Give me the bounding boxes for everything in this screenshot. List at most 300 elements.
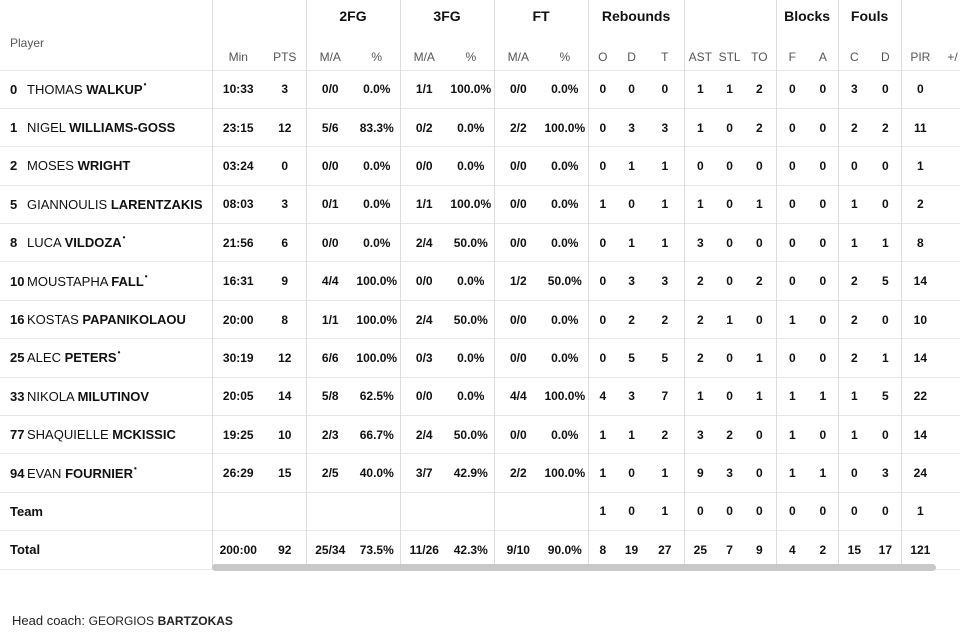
stat-ast: 9 (684, 454, 716, 492)
stat-foul-d: 2 (870, 108, 901, 146)
stat-ft-ma: 0/0 (494, 300, 542, 338)
stat-2fg-pct: 73.5% (354, 531, 400, 569)
stat-ft-pct: 0.0% (542, 224, 588, 262)
stat-stl: 1 (716, 300, 743, 338)
starter-marker: • (143, 79, 147, 89)
stat-ft-pct: 0.0% (542, 147, 588, 185)
stat-foul-c: 3 (838, 70, 870, 108)
player-last-name: WRIGHT (77, 158, 131, 174)
stat-3fg-ma: 1/1 (400, 70, 448, 108)
stat-pts: 14 (264, 377, 306, 415)
stat-2fg-ma (306, 492, 354, 530)
stat-stl: 0 (716, 147, 743, 185)
stat-blk-f: 1 (776, 300, 808, 338)
starter-marker: • (144, 271, 148, 281)
jersey-number: 2 (10, 158, 18, 174)
stat-ft-ma: 1/2 (494, 262, 542, 300)
stat-2fg-pct (354, 492, 400, 530)
stat-blk-a: 0 (808, 416, 838, 454)
col-ast[interactable]: AST (684, 26, 716, 70)
stat-3fg-pct: 50.0% (448, 300, 494, 338)
table-row (0, 416, 960, 454)
player-first-name: ALEC (27, 350, 61, 366)
stat-to: 0 (743, 416, 776, 454)
stat-min: 23:15 (212, 108, 264, 146)
stat-blk-f: 0 (776, 224, 808, 262)
stat-to: 0 (743, 492, 776, 530)
stat-3fg-ma: 0/0 (400, 262, 448, 300)
stat-3fg-pct: 50.0% (448, 416, 494, 454)
stat-2fg-ma: 0/1 (306, 185, 354, 223)
group-blocks: Blocks (776, 0, 838, 26)
stat-plus-minus (939, 531, 960, 569)
col-3fg-pct[interactable]: % (465, 49, 477, 64)
stat-blk-a: 0 (808, 339, 838, 377)
stat-foul-c: 0 (838, 147, 870, 185)
stat-to: 0 (743, 300, 776, 338)
stat-to: 1 (743, 377, 776, 415)
stat-ft-pct: 0.0% (542, 300, 588, 338)
stat-min: 30:19 (212, 339, 264, 377)
jersey-number: 5 (10, 196, 18, 212)
stat-ast: 25 (684, 531, 716, 569)
stat-2fg-ma: 0/0 (306, 147, 354, 185)
col-pts[interactable]: PTS (273, 49, 297, 64)
table-row (0, 492, 960, 530)
stat-3fg-pct: 0.0% (448, 147, 494, 185)
col-blk-f[interactable]: F (776, 26, 808, 70)
player-name-cell[interactable] (0, 147, 212, 185)
table-row (0, 339, 960, 377)
stat-2fg-ma: 25/34 (306, 531, 354, 569)
stat-reb-d: 3 (617, 377, 646, 415)
col-stl[interactable]: STL (718, 49, 741, 64)
starter-marker: • (117, 348, 121, 358)
stat-reb-t: 2 (646, 300, 684, 338)
player-last-name: PAPANIKOLAOU (82, 312, 186, 328)
stat-2fg-ma: 1/1 (306, 300, 354, 338)
stat-reb-t: 5 (646, 339, 684, 377)
stat-reb-d: 0 (617, 185, 646, 223)
col-ft-pct[interactable]: % (559, 49, 571, 64)
stat-foul-c: 1 (838, 416, 870, 454)
stat-reb-t: 1 (646, 224, 684, 262)
stat-reb-o: 0 (588, 70, 617, 108)
head-coach-last-name: BARTZOKAS (157, 614, 233, 628)
stat-foul-d: 5 (870, 377, 901, 415)
player-name-cell[interactable] (0, 339, 212, 377)
player-name-cell[interactable] (0, 224, 212, 262)
stat-foul-d: 0 (870, 416, 901, 454)
stat-blk-a: 0 (808, 108, 838, 146)
stat-reb-o: 8 (588, 531, 617, 569)
stat-plus-minus (939, 108, 960, 146)
stat-2fg-ma: 5/8 (306, 377, 354, 415)
stat-2fg-pct: 0.0% (354, 70, 400, 108)
group-rebounds: Rebounds (588, 0, 684, 26)
stat-blk-a: 0 (808, 300, 838, 338)
table-row (0, 70, 960, 108)
stat-reb-d: 3 (617, 108, 646, 146)
starter-marker: • (122, 233, 126, 243)
stat-pir: 11 (901, 108, 939, 146)
stat-min: 19:25 (212, 416, 264, 454)
stat-pts: 3 (264, 70, 306, 108)
stat-blk-f: 1 (776, 377, 808, 415)
stat-blk-f: 0 (776, 70, 808, 108)
stat-ast: 0 (684, 492, 716, 530)
stat-blk-a: 0 (808, 492, 838, 530)
stat-3fg-pct: 0.0% (448, 377, 494, 415)
stat-reb-t: 1 (646, 147, 684, 185)
stat-3fg-ma: 0/0 (400, 377, 448, 415)
player-first-name: NIGEL (27, 120, 66, 136)
jersey-number: 33 (10, 388, 25, 404)
stat-to: 2 (743, 108, 776, 146)
stat-3fg-pct: 100.0% (448, 185, 494, 223)
stat-blk-f: 0 (776, 147, 808, 185)
stat-stl: 0 (716, 339, 743, 377)
stat-foul-c: 2 (838, 339, 870, 377)
table-row (0, 147, 960, 185)
stat-min: 08:03 (212, 185, 264, 223)
stat-blk-a: 0 (808, 262, 838, 300)
stat-to: 9 (743, 531, 776, 569)
stat-ast: 2 (684, 339, 716, 377)
stat-ft-pct: 100.0% (542, 454, 588, 492)
stat-pts: 12 (264, 339, 306, 377)
stat-min: 20:00 (212, 300, 264, 338)
table-header (0, 0, 960, 70)
stat-stl: 2 (716, 416, 743, 454)
stat-reb-t: 1 (646, 185, 684, 223)
stat-plus-minus (939, 185, 960, 223)
stat-foul-d: 0 (870, 185, 901, 223)
group-3fg: 3FG (400, 0, 494, 26)
stat-ft-ma: 4/4 (494, 377, 542, 415)
stat-3fg-pct: 0.0% (448, 339, 494, 377)
stat-blk-f: 0 (776, 262, 808, 300)
stat-reb-t: 1 (646, 492, 684, 530)
stat-reb-o: 0 (588, 339, 617, 377)
table-row (0, 108, 960, 146)
stat-ast: 1 (684, 108, 716, 146)
col-plus-minus[interactable]: +/ (947, 49, 958, 64)
stat-pts: 6 (264, 224, 306, 262)
player-name-cell[interactable] (0, 108, 212, 146)
stat-ft-pct: 50.0% (542, 262, 588, 300)
stat-stl: 1 (716, 70, 743, 108)
stat-stl: 0 (716, 108, 743, 146)
stat-reb-t: 2 (646, 416, 684, 454)
stat-ast: 0 (684, 147, 716, 185)
stat-to: 0 (743, 224, 776, 262)
col-blk-a[interactable]: A (818, 49, 827, 64)
player-first-name: KOSTAS (27, 312, 79, 328)
col-foul-c[interactable]: C (838, 26, 870, 70)
stat-foul-d: 0 (870, 70, 901, 108)
stat-reb-d: 1 (617, 416, 646, 454)
player-last-name: WILLIAMS-GOSS (69, 120, 176, 136)
column-header-row (0, 26, 960, 70)
stat-ft-pct: 100.0% (542, 108, 588, 146)
stat-pir: 1 (901, 492, 939, 530)
stat-ast: 3 (684, 416, 716, 454)
table-row (0, 454, 960, 492)
stat-reb-t: 3 (646, 108, 684, 146)
col-reb-t[interactable]: T (661, 49, 669, 64)
stat-2fg-pct: 0.0% (354, 185, 400, 223)
stat-foul-c: 2 (838, 262, 870, 300)
stat-3fg-pct: 0.0% (448, 108, 494, 146)
stat-foul-d: 0 (870, 492, 901, 530)
stat-3fg-pct: 42.9% (448, 454, 494, 492)
table-row (0, 262, 960, 300)
stat-stl: 7 (716, 531, 743, 569)
stat-ft-pct: 0.0% (542, 185, 588, 223)
col-2fg-pct[interactable]: % (371, 49, 383, 64)
player-first-name: LUCA (27, 235, 61, 251)
stat-stl: 0 (716, 185, 743, 223)
jersey-number: 77 (10, 427, 25, 443)
stat-ft-pct (542, 492, 588, 530)
player-name-cell[interactable] (0, 70, 212, 108)
player-name-cell[interactable] (0, 454, 212, 492)
stat-reb-d: 1 (617, 147, 646, 185)
stat-stl: 0 (716, 492, 743, 530)
stat-reb-t: 27 (646, 531, 684, 569)
stat-pts: 9 (264, 262, 306, 300)
stat-foul-c: 2 (838, 108, 870, 146)
stat-min (212, 492, 264, 530)
stat-pir: 10 (901, 300, 939, 338)
col-ft-ma[interactable]: M/A (494, 26, 542, 70)
head-coach-first-name: GEORGIOS (88, 614, 154, 628)
player-last-name: VILDOZA (64, 235, 122, 251)
group-ft: FT (494, 0, 588, 26)
stat-3fg-pct: 0.0% (448, 262, 494, 300)
row-label: Total (10, 542, 41, 558)
stat-foul-d: 3 (870, 454, 901, 492)
player-first-name: MOUSTAPHA (27, 273, 108, 289)
jersey-number: 1 (10, 120, 18, 136)
stat-pir: 14 (901, 416, 939, 454)
stat-3fg-ma: 3/7 (400, 454, 448, 492)
stat-3fg-pct: 42.3% (448, 531, 494, 569)
stat-foul-c: 1 (838, 185, 870, 223)
stat-blk-a: 2 (808, 531, 838, 569)
stat-to: 0 (743, 147, 776, 185)
stat-reb-d: 5 (617, 339, 646, 377)
stat-foul-c: 2 (838, 300, 870, 338)
stat-2fg-ma: 2/5 (306, 454, 354, 492)
group-fouls: Fouls (838, 0, 901, 26)
stat-pir: 121 (901, 531, 939, 569)
stat-2fg-ma: 4/4 (306, 262, 354, 300)
col-min[interactable]: Min (212, 26, 264, 70)
stat-foul-c: 1 (838, 224, 870, 262)
col-to[interactable]: TO (751, 49, 768, 64)
stat-pir: 1 (901, 147, 939, 185)
col-reb-o[interactable]: O (588, 26, 617, 70)
stat-2fg-pct: 83.3% (354, 108, 400, 146)
stat-reb-d: 0 (617, 70, 646, 108)
col-foul-d[interactable]: D (881, 49, 890, 64)
col-pir[interactable]: PIR (901, 26, 939, 70)
player-last-name: MILUTINOV (77, 388, 150, 404)
stat-reb-o: 4 (588, 377, 617, 415)
stat-pts: 12 (264, 108, 306, 146)
player-first-name: NIKOLA (27, 388, 74, 404)
player-name-cell[interactable] (0, 185, 212, 223)
stat-3fg-pct (448, 492, 494, 530)
stat-pir: 14 (901, 339, 939, 377)
stat-3fg-ma: 2/4 (400, 416, 448, 454)
jersey-number: 94 (10, 465, 25, 481)
stat-ft-ma: 0/0 (494, 339, 542, 377)
stat-2fg-ma: 5/6 (306, 108, 354, 146)
stat-3fg-ma: 1/1 (400, 185, 448, 223)
stat-min: 200:00 (212, 531, 264, 569)
player-last-name: FALL (111, 273, 144, 289)
table-body (0, 70, 960, 569)
stat-reb-o: 0 (588, 262, 617, 300)
stat-ast: 1 (684, 377, 716, 415)
stat-plus-minus (939, 224, 960, 262)
jersey-number: 10 (10, 273, 25, 289)
stat-ft-ma (494, 492, 542, 530)
stat-2fg-pct: 100.0% (354, 300, 400, 338)
table-row (0, 185, 960, 223)
player-name-cell[interactable] (0, 300, 212, 338)
stat-ft-pct: 90.0% (542, 531, 588, 569)
player-name-cell[interactable] (0, 262, 212, 300)
col-player[interactable]: Player (10, 36, 45, 50)
stat-2fg-pct: 62.5% (354, 377, 400, 415)
stat-pir: 0 (901, 70, 939, 108)
player-name-cell[interactable] (0, 377, 212, 415)
group-2fg: 2FG (306, 0, 400, 26)
stat-foul-c: 0 (838, 454, 870, 492)
stat-ft-pct: 100.0% (542, 377, 588, 415)
stat-min: 16:31 (212, 262, 264, 300)
stat-3fg-pct: 100.0% (448, 70, 494, 108)
stat-pts (264, 492, 306, 530)
player-last-name: WALKUP (86, 81, 143, 97)
stat-reb-d: 19 (617, 531, 646, 569)
stat-blk-a: 0 (808, 147, 838, 185)
stat-reb-o: 0 (588, 147, 617, 185)
stat-to: 0 (743, 454, 776, 492)
stat-plus-minus (939, 339, 960, 377)
group-header-row (0, 0, 960, 26)
stat-ft-pct: 0.0% (542, 416, 588, 454)
stat-3fg-ma (400, 492, 448, 530)
stat-ft-ma: 2/2 (494, 454, 542, 492)
stat-pts: 8 (264, 300, 306, 338)
stat-blk-a: 0 (808, 70, 838, 108)
stat-reb-t: 1 (646, 454, 684, 492)
horizontal-scrollbar[interactable] (212, 564, 936, 571)
stat-reb-d: 2 (617, 300, 646, 338)
stat-foul-c: 1 (838, 377, 870, 415)
stat-foul-c: 15 (838, 531, 870, 569)
stat-2fg-pct: 100.0% (354, 339, 400, 377)
stat-ft-ma: 0/0 (494, 224, 542, 262)
stat-reb-o: 1 (588, 454, 617, 492)
stat-to: 2 (743, 70, 776, 108)
player-first-name: GIANNOULIS (27, 196, 108, 212)
stat-reb-o: 1 (588, 185, 617, 223)
stat-ft-ma: 2/2 (494, 108, 542, 146)
stat-reb-d: 0 (617, 454, 646, 492)
stat-reb-t: 3 (646, 262, 684, 300)
stat-reb-o: 1 (588, 492, 617, 530)
stat-plus-minus (939, 492, 960, 530)
stat-blk-a: 0 (808, 185, 838, 223)
stat-blk-f: 0 (776, 108, 808, 146)
stat-pir: 14 (901, 262, 939, 300)
stat-reb-o: 0 (588, 300, 617, 338)
stat-2fg-pct: 0.0% (354, 147, 400, 185)
stat-blk-f: 0 (776, 492, 808, 530)
stat-2fg-ma: 2/3 (306, 416, 354, 454)
table-row (0, 377, 960, 415)
stat-blk-f: 0 (776, 339, 808, 377)
player-name-cell[interactable] (0, 416, 212, 454)
stat-plus-minus (939, 147, 960, 185)
stat-to: 2 (743, 262, 776, 300)
stat-plus-minus (939, 262, 960, 300)
stat-stl: 0 (716, 262, 743, 300)
stat-3fg-ma: 2/4 (400, 300, 448, 338)
stat-blk-f: 1 (776, 416, 808, 454)
stat-2fg-ma: 0/0 (306, 224, 354, 262)
team-label-cell (0, 492, 212, 530)
stat-reb-d: 0 (617, 492, 646, 530)
stat-min: 03:24 (212, 147, 264, 185)
stat-ft-ma: 0/0 (494, 185, 542, 223)
stat-pts: 15 (264, 454, 306, 492)
stat-blk-f: 1 (776, 454, 808, 492)
player-last-name: FOURNIER (65, 465, 133, 481)
stat-to: 1 (743, 185, 776, 223)
col-2fg-ma[interactable]: M/A (306, 26, 354, 70)
stat-blk-f: 4 (776, 531, 808, 569)
player-last-name: LARENTZAKIS (110, 196, 203, 212)
stat-ft-ma: 0/0 (494, 416, 542, 454)
col-reb-d[interactable]: D (627, 49, 636, 64)
col-3fg-ma[interactable]: M/A (400, 26, 448, 70)
stat-plus-minus (939, 377, 960, 415)
stat-blk-a: 1 (808, 454, 838, 492)
stat-pts: 3 (264, 185, 306, 223)
jersey-number: 25 (10, 350, 25, 366)
stat-2fg-pct: 66.7% (354, 416, 400, 454)
stat-reb-d: 1 (617, 224, 646, 262)
stat-ft-ma: 0/0 (494, 70, 542, 108)
stat-foul-d: 5 (870, 262, 901, 300)
stat-blk-f: 0 (776, 185, 808, 223)
stat-foul-d: 0 (870, 300, 901, 338)
stat-pts: 92 (264, 531, 306, 569)
stat-3fg-ma: 11/26 (400, 531, 448, 569)
stat-pir: 2 (901, 185, 939, 223)
stat-foul-d: 0 (870, 147, 901, 185)
stat-ft-ma: 9/10 (494, 531, 542, 569)
player-last-name: PETERS (64, 350, 117, 366)
head-coach (12, 613, 233, 628)
